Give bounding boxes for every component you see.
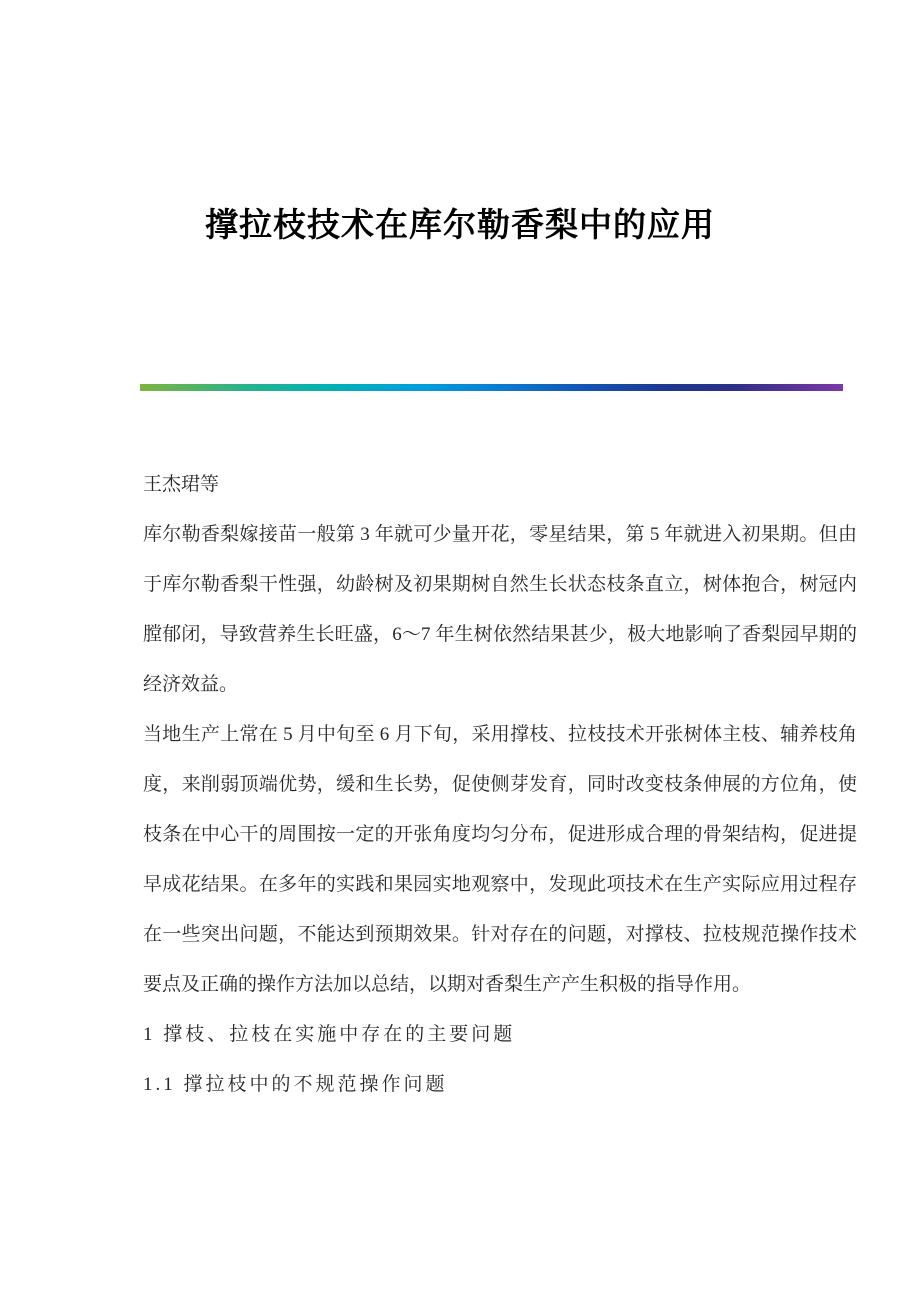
section-heading-1-1: 1.1 撑拉枝中的不规范操作问题 — [143, 1074, 448, 1095]
paragraph-practice: 当地生产上常在 5 月中旬至 6 月下旬，采用撑枝、拉枝技术开张树体主枝、辅养枝角度，来削弱顶端优势，缓和生长势，促使侧芽发育，同时改变枝条伸展的方位角，使枝条在中心干的周围按一定的开张角度均匀分布，促进形成合理的骨架结构，促进提早成花结果。在多年的实践和果园实地观察中，发现此项技术在生产实际应用过程存在一些突出问题，不能达到预期效果。针对存在的问题，对撑枝、拉枝规范操作技术要点及正确的操作方法加以总结，以期对香梨生产产生积极的指导作用。 — [143, 724, 857, 995]
paragraph-intro: 库尔勒香梨嫁接苗一般第 3 年就可少量开花，零星结果，第 5 年就进入初果期。但由于库尔勒香梨干性强，幼龄树及初果期树自然生长状态枝条直立，树体抱合，树冠内膛郁闭，导致营养生长旺盛，6～7 年生树依然结果甚少，极大地影响了香梨园早期的经济效益。 — [143, 524, 857, 695]
author-line: 王杰珺等 — [143, 474, 220, 495]
gradient-divider — [140, 384, 843, 391]
section-heading-1: 1 撑枝、拉枝在实施中存在的主要问题 — [143, 1024, 516, 1045]
document-title: 撑拉枝技术在库尔勒香梨中的应用 — [205, 208, 715, 244]
document-body — [143, 460, 857, 1110]
